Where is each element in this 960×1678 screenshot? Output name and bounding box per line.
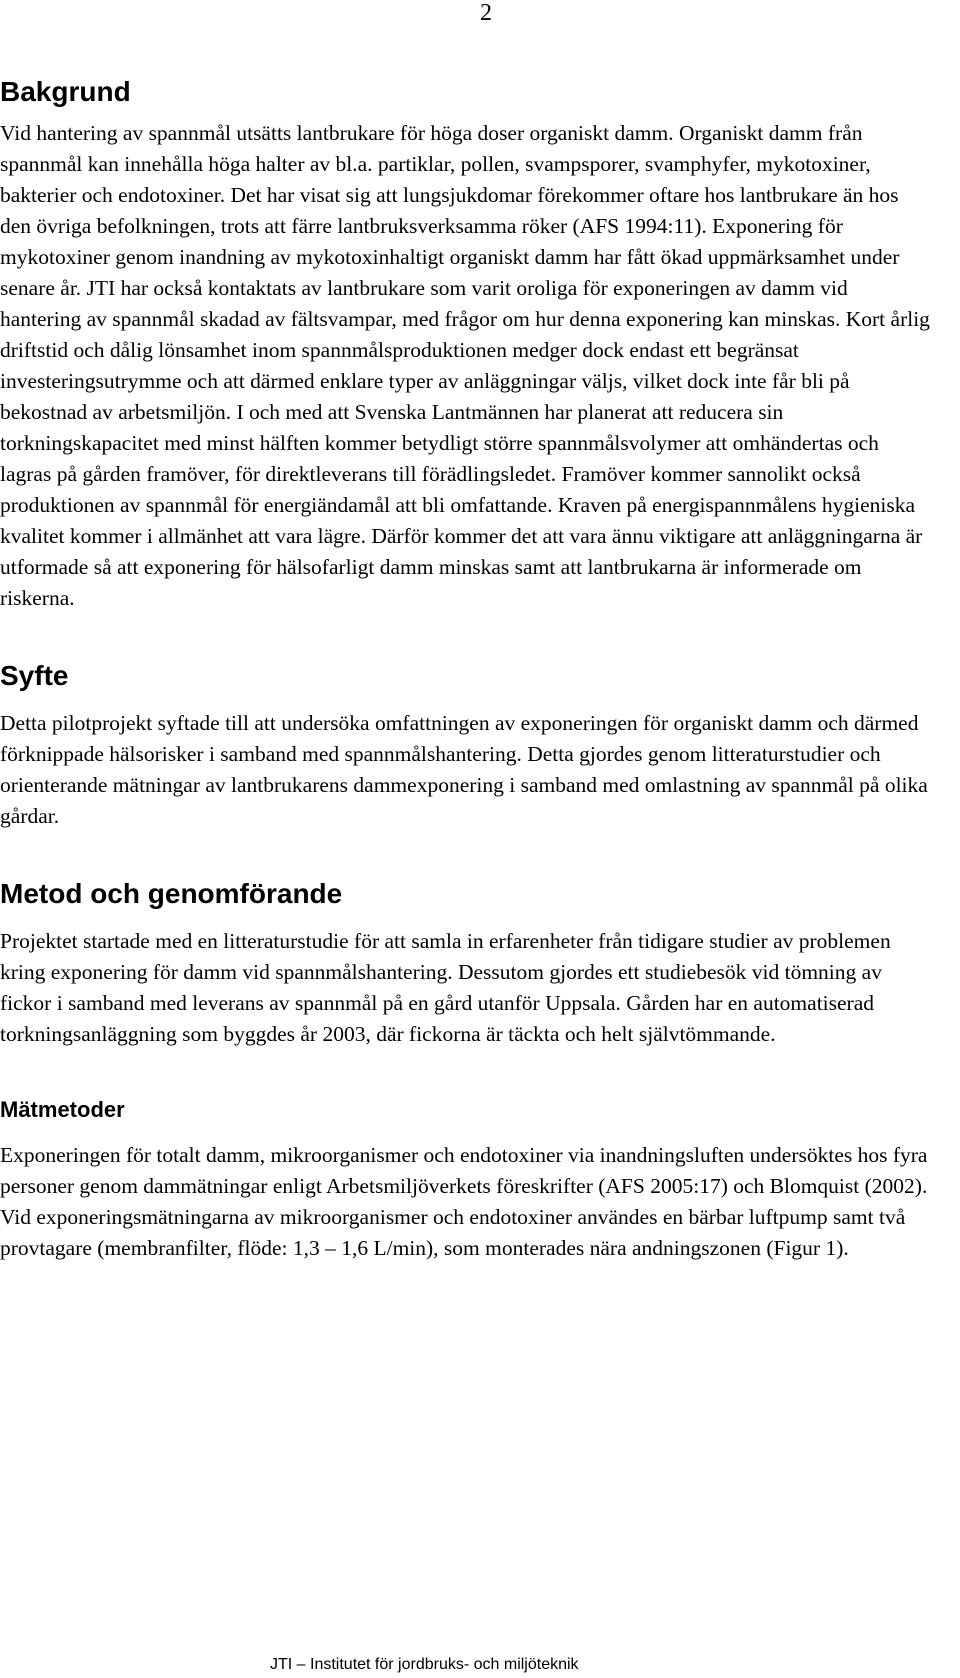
page-number: 2 [480, 0, 492, 26]
heading-matmetoder: Mätmetoder [0, 1097, 125, 1122]
section-matmetoder [0, 1090, 930, 1264]
paragraph-syfte: Detta pilotprojekt syftade till att undersöka omfattningen av exponeringen för organiskt damm och därmed förknippade hälsorisker i samband med spannmålshantering. Detta gjordes genom litteraturstudier och orienterande mätningar av lantbrukarens dammexponering i samband med omlastning av spannmål på olika gårdar. [0, 711, 928, 828]
section-syfte [0, 654, 930, 832]
page-footer: JTI – Institutet för jordbruks- och miljöteknik [270, 1656, 579, 1673]
section-bakgrund [0, 70, 930, 614]
paragraph-matmetoder: Exponeringen för totalt damm, mikroorganismer och endotoxiner via inandningsluften undersöktes hos fyra personer genom dammätningar enligt Arbetsmiljöverkets föreskrifter (AFS 2005:17) och Blomquist (2002). Vid exponeringsmätningarna av mikroorganismer och endotoxiner användes en bärbar luftpump samt två provtagare (membranfilter, flöde: 1,3 – 1,6 L/min), som monterades nära andningszonen (Figur 1). [0, 1143, 928, 1260]
heading-metod: Metod och genomförande [0, 878, 343, 909]
heading-bakgrund: Bakgrund [0, 76, 131, 107]
document-body [0, 70, 930, 1264]
section-metod [0, 872, 930, 1050]
heading-syfte: Syfte [0, 660, 69, 691]
paragraph-bakgrund: Vid hantering av spannmål utsätts lantbrukare för höga doser organiskt damm. Organiskt damm från spannmål kan innehålla höga halter av bl.a. partiklar, pollen, svampsporer, svamphyfer, mykotoxiner, bakterier och endotoxiner. Det har visat sig att lungsjukdomar förekommer oftare hos lantbrukare än hos den övriga befolkningen, trots att färre lantbruksverksamma röker (AFS 1994:11). Exponering för mykotoxiner genom inandning av mykotoxinhaltigt organiskt damm har fått ökad uppmärksamhet under senare år. JTI har också kontaktats av lantbrukare som varit oroliga för exponeringen av damm vid hantering av spannmål skadad av fältsvampar, med frågor om hur denna exponering kan minskas. Kort årlig driftstid och dålig lönsamhet inom spannmålsproduktionen medger dock endast ett begränsat investeringsutrymme och att därmed enklare typer av anläggningar väljs, vilket dock inte får bli på bekostnad av arbetsmiljön. I och med att Svenska Lantmännen har planerat att reducera sin torkningskapacitet med minst hälften kommer betydligt större spannmålsvolymer att omhändertas och lagras på gården framöver, för direktleverans till förädlingsledet. Framöver kommer sannolikt också produktionen av spannmål för energiändamål att bli omfattande. Kraven på energispannmålens hygieniska kvalitet kommer i allmänhet att vara lägre. Därför kommer det att vara ännu viktigare att anläggningarna är utformade så att exponering för hälsofarligt damm minskas samt att lantbrukarna är informerade om riskerna. [0, 121, 930, 610]
paragraph-metod: Projektet startade med en litteraturstudie för att samla in erfarenheter från tidigare studier av problemen kring exponering för damm vid spannmålshantering. Dessutom gjordes ett studiebesök vid tömning av fickor i samband med leverans av spannmål på en gård utanför Uppsala. Gården har en automatiserad torkningsanläggning som byggdes år 2003, där fickorna är täckta och helt självtömmande. [0, 929, 891, 1046]
